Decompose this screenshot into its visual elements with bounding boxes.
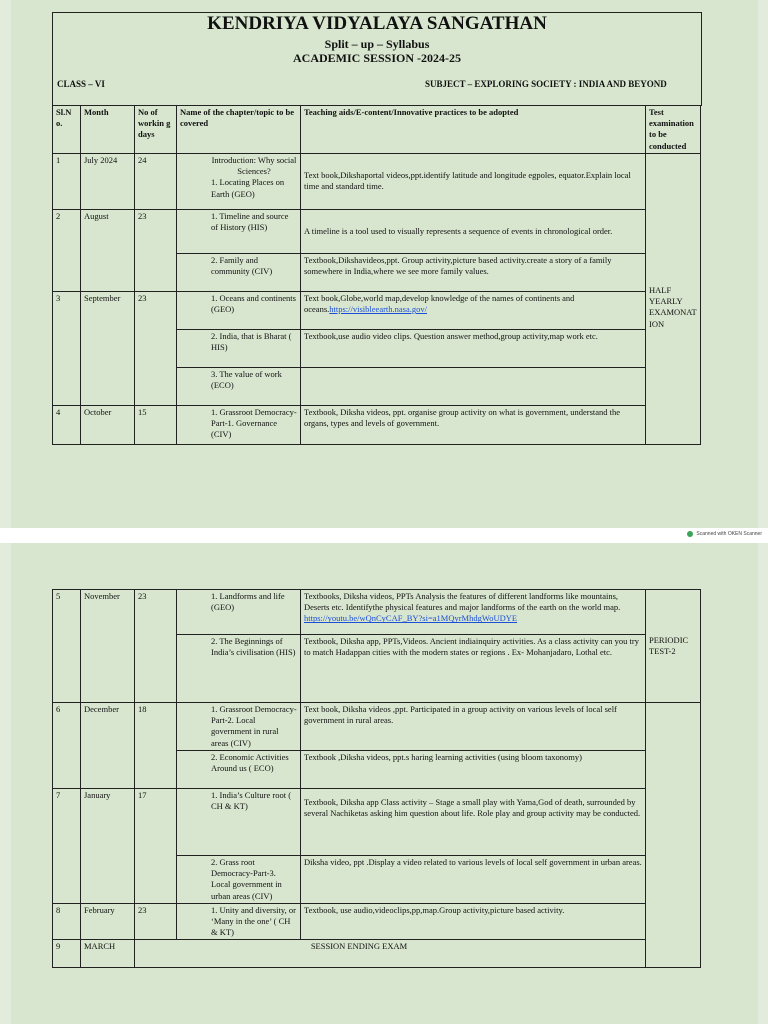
row-aids: Textbook ,Diksha videos, ppt.s haring learning activities (using bloom taxonomy) [301, 750, 646, 788]
chapter-item: 1. Timeline and source of History (HIS) [177, 209, 301, 253]
row-sno: 1 [53, 153, 81, 209]
chapter-item: 3. The value of work (ECO) [177, 367, 301, 405]
syllabus-table-part-2 [52, 589, 701, 968]
chapter-item: 1. Landforms and life (GEO) [177, 590, 301, 635]
row-days: 23 [135, 590, 177, 703]
row-days: 18 [135, 703, 177, 789]
chapter-item: 1. Oceans and continents (GEO) [177, 291, 301, 329]
row-aids: Textbook, Diksha app Class activity – Stage a small play with Yama,God of death, surrounded by several Nachiketas asking him question about life. Role play and group activity may be conducted. [301, 788, 646, 855]
row-days: 15 [135, 405, 177, 444]
row-sno: 7 [53, 788, 81, 903]
col-header-month: Month [81, 106, 135, 154]
scanner-watermark [687, 531, 762, 537]
row-sno: 9 [53, 940, 81, 968]
class-label: CLASS – VI [57, 79, 105, 89]
row-month: MARCH [81, 940, 135, 968]
chapter-item: 2. Grass root Democracy-Part-3. Local government in urban areas (CIV) [177, 855, 301, 903]
chapter-item: 1. Grassroot Democracy-Part-2. Local government in rural areas (CIV) [177, 703, 301, 751]
youtube-link[interactable]: https://youtu.be/wQnCyCAF_BY?si=a1MQyrMhdgWoUDYE [304, 613, 518, 624]
row-sno: 6 [53, 703, 81, 789]
aids-text: Textbooks, Diksha videos, PPTs Analysis the features of different landforms like mountains, Deserts etc. Identifythe physical features and major landforms of the earth on the world map. [304, 591, 621, 613]
chapter-item: 1. Unity and diversity, or ‘Many in the one’ ( CH & KT) [177, 903, 301, 940]
row-aids: Textbook,Dikshavideos,ppt. Group activity,picture based activity.create a story of a family somewhere in India,where we see more family values. [301, 253, 646, 291]
row-month: July 2024 [81, 153, 135, 209]
row-sno: 5 [53, 590, 81, 703]
row-days: 17 [135, 788, 177, 903]
table-row [53, 788, 701, 855]
row-aids [301, 367, 646, 405]
row-aids: Textbook, Diksha app, PPTs,Videos. Ancient indiainquiry activities. As a class activity can you try to match Hadappan cities with the modern states or regions . Ex- Mohanjadaro, Lothal etc. [301, 635, 646, 703]
half-yearly-exam-cell: HALF YEARLY EXAMONAT ION [646, 153, 701, 444]
page-1 [11, 0, 758, 528]
chapter-intro: Introduction: Why social Sciences? [211, 154, 297, 177]
chapter-item: 1. Locating Places on Earth (GEO) [211, 177, 285, 199]
table-row [53, 590, 701, 635]
chapter-item: 1. Grassroot Democracy-Part-1. Governance (CIV) [177, 405, 301, 444]
page-2 [11, 543, 758, 1024]
row-sno: 4 [53, 405, 81, 444]
table-row [53, 209, 701, 253]
row-aids: A timeline is a tool used to visually represents a sequence of events in chronological order. [301, 209, 646, 253]
row-month: September [81, 291, 135, 405]
row-aids: Textbook,use audio video clips. Question answer method,group activity,map work etc. [301, 329, 646, 367]
chapter-item: 2. India, that is Bharat ( HIS) [177, 329, 301, 367]
scanner-text: Scanned with OKEN Scanner [696, 531, 762, 537]
row-sno: 8 [53, 903, 81, 940]
session-ending-exam: SESSION ENDING EXAM [135, 940, 701, 968]
org-title: KENDRIYA VIDYALAYA SANGATHAN [207, 13, 547, 34]
table-row [53, 940, 701, 968]
table-row [53, 903, 701, 940]
row-aids: Text book, Diksha videos ,ppt. Participated in a group activity on various levels of local self government in rural areas. [301, 703, 646, 751]
col-header-days: No of workin g days [135, 106, 177, 154]
subject-label: SUBJECT – EXPLORING SOCIETY : INDIA AND BEYOND [425, 79, 667, 89]
row-sno: 3 [53, 291, 81, 405]
col-header-chapter: Name of the chapter/topic to be covered [177, 106, 301, 154]
row-month: November [81, 590, 135, 703]
col-header-aids: Teaching aids/E-content/Innovative practices to be adopted [301, 106, 646, 154]
table-header-row [53, 106, 701, 154]
aids-text: Text book,Globe,world map,develop knowledge of the names of continents and oceans. [304, 292, 575, 315]
row-month: January [81, 788, 135, 903]
page-gap [0, 528, 768, 543]
row-chapter [177, 153, 301, 209]
row-aids [301, 590, 646, 635]
row-aids: Diksha video, ppt .Display a video related to various levels of local self government in urban areas. [301, 855, 646, 903]
row-aids [301, 291, 646, 329]
table-row [53, 291, 701, 329]
row-aids: Textbook, use audio,videoclips,pp,map.Group activity,picture based activity. [301, 903, 646, 940]
row-days: 23 [135, 291, 177, 405]
row-sno: 2 [53, 209, 81, 291]
chapter-item: 2. The Beginnings of India’s civilisation (HIS) [177, 635, 301, 703]
row-days: 23 [135, 903, 177, 940]
periodic-test-cell: PERIODIC TEST-2 [646, 590, 701, 703]
row-days: 24 [135, 153, 177, 209]
col-header-test: Test examination to be conducted [646, 106, 701, 154]
row-month: February [81, 903, 135, 940]
doc-subtitle: Split – up – Syllabus [324, 37, 430, 51]
chapter-item: 2. Family and community (CIV) [177, 253, 301, 291]
row-month: August [81, 209, 135, 291]
chapter-item: 1. India’s Culture root ( CH & KT) [177, 788, 301, 855]
chapter-item: 2. Economic Activities Around us ( ECO) [177, 750, 301, 788]
document-header [52, 12, 702, 106]
nasa-link[interactable]: https://visibleearth.nasa.gov/ [329, 304, 427, 315]
academic-session: ACADEMIC SESSION -2024-25 [292, 51, 462, 65]
syllabus-table-part-1 [52, 105, 701, 445]
row-month: December [81, 703, 135, 789]
col-header-sno: Sl.N o. [53, 106, 81, 154]
row-month: October [81, 405, 135, 444]
table-row [53, 703, 701, 751]
row-aids: Textbook, Diksha videos, ppt. organise group activity on what is government, understand the organs, types and levels of government. [301, 405, 646, 444]
scanner-logo-icon [687, 531, 693, 537]
row-aids: Text book,Dikshaportal videos,ppt.identify latitude and longitude egpoles, equator.Explain local time and standard time. [301, 153, 646, 209]
row-days: 23 [135, 209, 177, 291]
table-row [53, 405, 701, 444]
empty-test-cell [646, 703, 701, 968]
table-row [53, 153, 701, 209]
